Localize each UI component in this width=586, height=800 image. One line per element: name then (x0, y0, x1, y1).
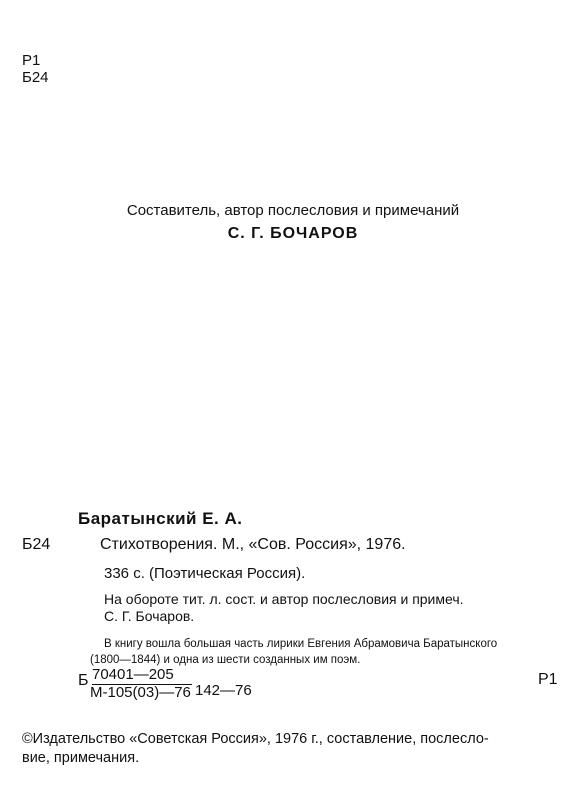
compiler-name: С. Г. БОЧАРОВ (227, 225, 359, 242)
copyright-line-1: ©Издательство «Советская Россия», 1976 г., составление, послесло- (22, 731, 489, 747)
udk-right: Р1 (538, 671, 558, 688)
verso-line-2: С. Г. Бочаров. (104, 608, 195, 624)
code-suffix: 142—76 (195, 682, 252, 699)
udk-index: Б24 (22, 69, 49, 86)
code-numerator: 70401—205 (92, 666, 192, 685)
card-index: Б24 (22, 536, 51, 553)
pages-line: 336 с. (Поэтическая Россия). (104, 565, 306, 582)
code-prefix: Б (78, 672, 89, 689)
author-heading: Баратынский Е. А. (78, 509, 243, 528)
udk-code: Р1 (22, 52, 41, 69)
copyright-line-2: вие, примечания. (22, 750, 140, 766)
compiler-role: Составитель, автор послесловия и примечаний (126, 202, 460, 219)
code-denominator: М-105(03)—76 (90, 684, 191, 701)
annotation-line-1: В книгу вошла большая часть лирики Евгения Абрамовича Баратынского (104, 638, 498, 650)
annotation-line-2: (1800—1844) и одна из шести созданных им поэм. (90, 654, 361, 666)
title-line: Стихотворения. М., «Сов. Россия», 1976. (100, 536, 406, 553)
verso-line-1: На обороте тит. л. сост. и автор послесловия и примеч. (104, 591, 464, 607)
